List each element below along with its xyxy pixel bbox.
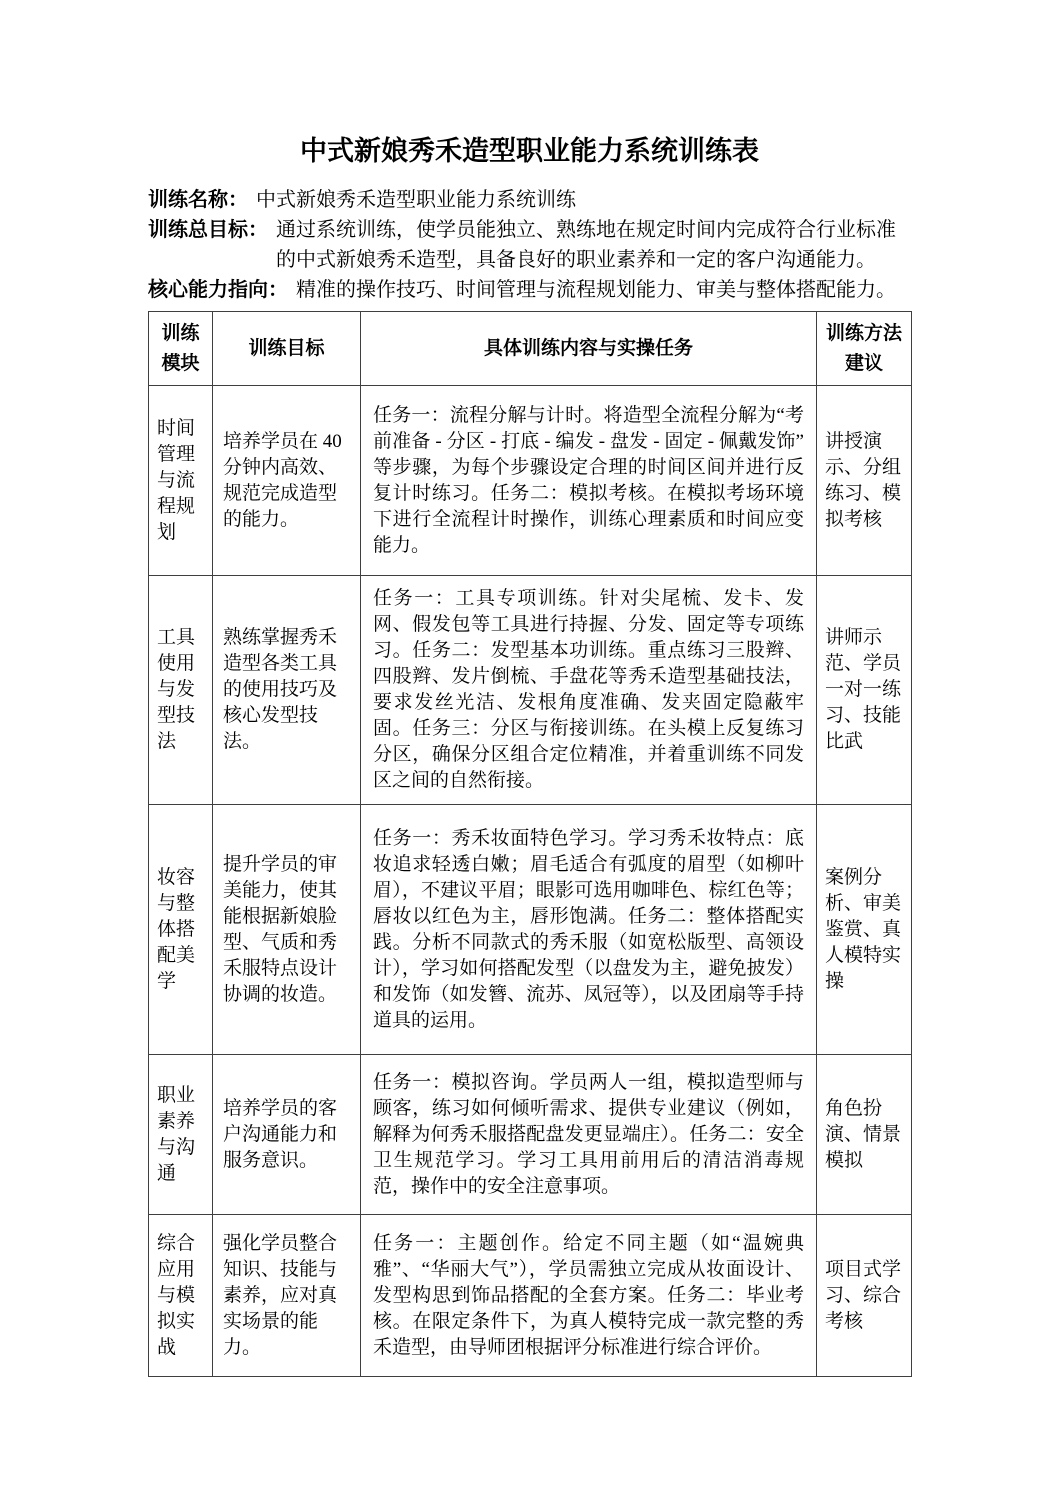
cell-methods: 讲师示范、学员一对一练习、技能比武 <box>817 576 912 805</box>
cell-module: 妆容与整体搭配美学 <box>149 805 213 1055</box>
header-cell-content: 具体训练内容与实操任务 <box>361 312 817 386</box>
cell-methods: 角色扮演、情景模拟 <box>817 1055 912 1215</box>
cell-methods: 案例分析、审美鉴赏、真人模特实操 <box>817 805 912 1055</box>
document-body <box>148 134 911 1377</box>
cell-content: 任务一：模拟咨询。学员两人一组，模拟造型师与顾客，练习如何倾听需求、提供专业建议（例如，解释为何秀禾服搭配盘发更显端庄）。任务二：安全卫生规范学习。学习工具用前用后的清洁消毒规范，操作中的安全注意事项。 <box>361 1055 817 1215</box>
cell-methods: 讲授演示、分组练习、模拟考核 <box>817 386 912 576</box>
cell-objective: 培养学员在 40 分钟内高效、规范完成造型的能力。 <box>213 386 361 576</box>
cell-content: 任务一：秀禾妆面特色学习。学习秀禾妆特点：底妆追求轻透白嫩；眉毛适合有弧度的眉型（如柳叶眉），不建议平眉；眼影可选用咖啡色、棕红色等；唇妆以红色为主，唇形饱满。任务二：整体搭配实践。分析不同款式的秀禾服（如宽松版型、高领设计），学习如何搭配发型（以盘发为主，避免披发）和发饰（如发簪、流苏、凤冠等），以及团扇等手持道具的运用。 <box>361 805 817 1055</box>
header-cell-methods: 训练方法建议 <box>817 312 912 386</box>
table-row <box>149 1215 912 1377</box>
meta-row-core-abilities <box>148 275 911 305</box>
meta-text: 精准的操作技巧、时间管理与流程规划能力、审美与整体搭配能力。 <box>296 279 896 302</box>
meta-row-overall-goal <box>148 215 911 275</box>
meta-label: 训练总目标： <box>148 219 268 242</box>
table-header-row <box>149 312 912 386</box>
meta-text: 中式新娘秀禾造型职业能力系统训练 <box>256 189 576 212</box>
cell-objective: 熟练掌握秀禾造型各类工具的使用技巧及核心发型技法。 <box>213 576 361 805</box>
cell-content: 任务一：流程分解与计时。将造型全流程分解为“考前准备 - 分区 - 打底 - 编发 - 盘发 - 固定 - 佩戴发饰”等步骤，为每个步骤设定合理的时间区间并进行反复计时练习。任务二：模拟考核。在模拟考场环境下进行全流程计时操作，训练心理素质和时间应变能力。 <box>361 386 817 576</box>
cell-objective: 培养学员的客户沟通能力和服务意识。 <box>213 1055 361 1215</box>
page-title: 中式新娘秀禾造型职业能力系统训练表 <box>300 136 759 166</box>
header-cell-objective: 训练目标 <box>213 312 361 386</box>
cell-methods: 项目式学习、综合考核 <box>817 1215 912 1377</box>
header-cell-module: 训练模块 <box>149 312 213 386</box>
table-row <box>149 1055 912 1215</box>
table-row <box>149 576 912 805</box>
cell-objective: 提升学员的审美能力，使其能根据新娘脸型、气质和秀禾服特点设计协调的妆造。 <box>213 805 361 1055</box>
table-row <box>149 805 912 1055</box>
meta-text: 通过系统训练，使学员能独立、熟练地在规定时间内完成符合行业标准的中式新娘秀禾造型，具备良好的职业素养和一定的客户沟通能力。 <box>276 219 896 272</box>
training-table <box>148 311 912 1377</box>
meta-row-training-name <box>148 185 911 215</box>
cell-module: 工具使用与发型技法 <box>149 576 213 805</box>
table-row <box>149 386 912 576</box>
cell-content: 任务一：主题创作。给定不同主题（如“温婉典雅”、“华丽大气”），学员需独立完成从妆面设计、发型构思到饰品搭配的全套方案。任务二：毕业考核。在限定条件下，为真人模特完成一款完整的秀禾造型，由导师团根据评分标准进行综合评价。 <box>361 1215 817 1377</box>
meta-label: 训练名称： <box>148 189 248 212</box>
cell-content: 任务一：工具专项训练。针对尖尾梳、发卡、发网、假发包等工具进行持握、分发、固定等专项练习。任务二：发型基本功训练。重点练习三股辫、四股辫、发片倒梳、手盘花等秀禾造型基础技法，要求发丝光洁、发根角度准确、发夹固定隐蔽牢固。任务三：分区与衔接训练。在头模上反复练习分区，确保分区组合定位精准，并着重训练不同发区之间的自然衔接。 <box>361 576 817 805</box>
cell-module: 职业素养与沟通 <box>149 1055 213 1215</box>
meta-label: 核心能力指向： <box>148 279 288 302</box>
cell-objective: 强化学员整合知识、技能与素养，应对真实场景的能力。 <box>213 1215 361 1377</box>
cell-module: 综合应用与模拟实战 <box>149 1215 213 1377</box>
meta-section <box>148 185 911 305</box>
cell-module: 时间管理与流程规划 <box>149 386 213 576</box>
